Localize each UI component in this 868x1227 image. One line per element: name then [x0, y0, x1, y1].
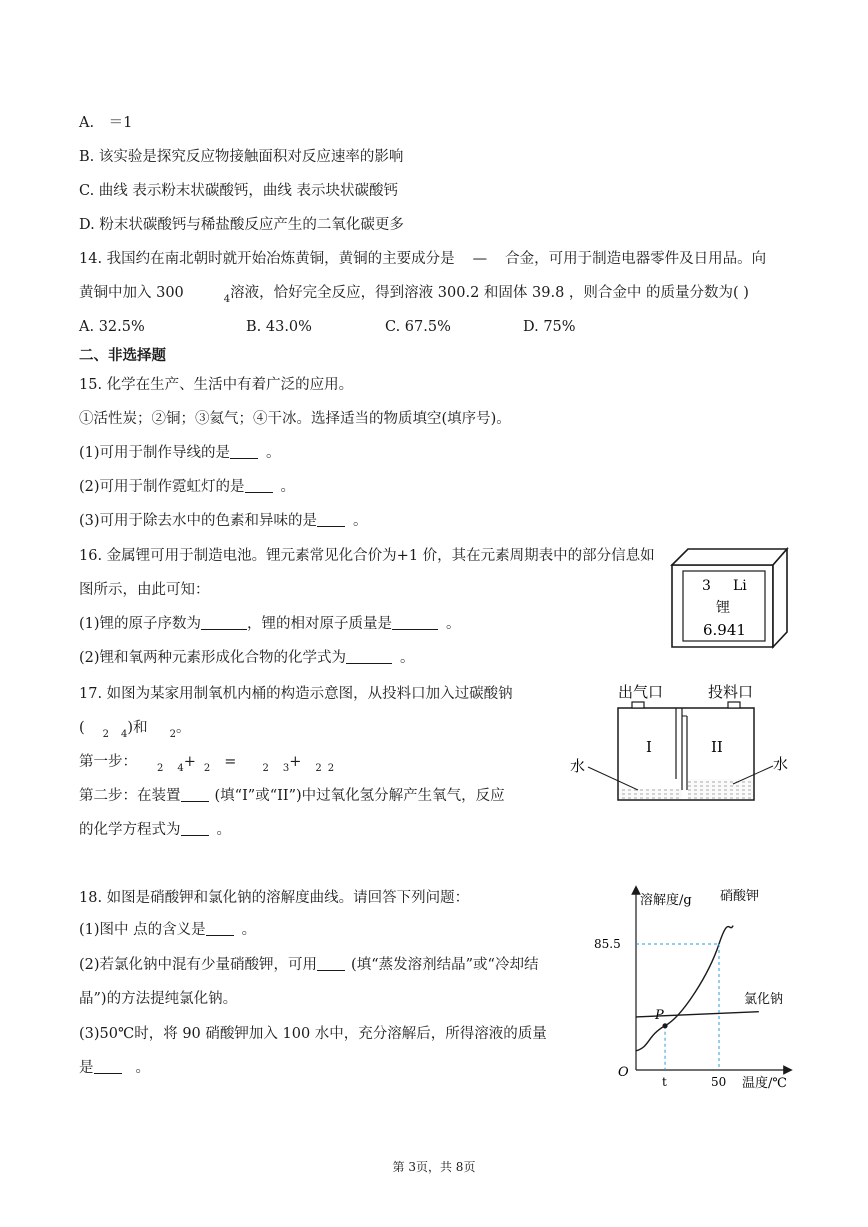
q18-part2-line2: 晶”)的方法提纯氯化钠。: [79, 991, 238, 1007]
q17-stem-line1: 17. 如图为某家用制氧机内桶的构造示意图，从投料口加入过碳酸钠: [79, 686, 513, 702]
q16-part2-text: (2)锂和氧两种元素形成化合物的化学式为: [79, 650, 347, 666]
period: 。: [446, 616, 461, 632]
q17-stem-line2: [79, 718, 190, 740]
q18-part3: (3)50℃时，将 90 硝酸钾加入 100 水中，充分溶解后，所得溶液的质量: [79, 1026, 547, 1042]
kno3-series-label: 硝酸钾: [720, 889, 760, 904]
q13-option-c: C. 曲线 表示粉末状碳酸钙，曲线 表示块状碳酸钙: [79, 183, 399, 199]
answer-blank: [181, 787, 209, 802]
q15-part1-text: (1)可用于制作导线的是: [79, 445, 231, 461]
card-atomic-number: 3: [702, 578, 711, 594]
outlet-label: 出气口: [618, 683, 664, 701]
q14-text-b: 合金，可用于制造电器零件及日用品。向: [505, 251, 767, 267]
chamber-one-label: I: [646, 738, 652, 756]
water-label-left: 水: [570, 757, 586, 775]
q18-part3-line2: [79, 1058, 150, 1078]
intersection-point: [662, 1023, 667, 1028]
plus-sign: +: [289, 754, 302, 770]
oxygen-generator-diagram: [568, 680, 794, 810]
section-heading: 二、非选择题: [79, 347, 166, 364]
q16-part2: [79, 648, 415, 668]
q16-part1: [79, 614, 461, 634]
subscript: 2: [203, 763, 211, 774]
x-tick-t: t: [662, 1075, 667, 1089]
answer-blank: [392, 615, 438, 630]
answer-blank: [201, 615, 247, 630]
q16-part1-text2: ，锂的相对原子质量是: [247, 616, 393, 632]
chamber-two-label: II: [711, 738, 723, 756]
equals-sign: =: [224, 754, 237, 770]
card-symbol: Li: [733, 578, 747, 594]
q14-option-c: C. 67.5%: [385, 319, 451, 335]
q17-text: )和: [127, 720, 148, 736]
q18-part2: [79, 955, 538, 975]
q14-option-a: A. 32.5%: [79, 319, 145, 335]
page-footer: 第 3页，共 8页: [392, 1160, 476, 1174]
answer-blank: [317, 956, 345, 971]
q18-stem: 18. 如图是硝酸钾和氯化钠的溶解度曲线。请回答下列问题：: [79, 890, 470, 906]
solubility-curve-chart: [592, 880, 798, 1090]
q14-subscript: 4: [223, 294, 231, 305]
q18-part1-text: (1)图中 点的含义是: [79, 922, 206, 938]
q15-part1: [79, 443, 281, 463]
period: 。: [241, 922, 257, 938]
paren: (: [79, 720, 85, 736]
q14-option-b: B. 43.0%: [246, 319, 312, 335]
answer-blank: [245, 478, 273, 493]
subscript: 2: [157, 763, 164, 774]
q17-step2: [79, 786, 505, 806]
q16-part1-text: (1)锂的原子序数为: [79, 616, 202, 632]
water-right: [688, 779, 753, 799]
subscript: 4: [177, 763, 184, 774]
q15-stem: 15. 化学在生产、生活中有着广泛的应用。: [79, 377, 354, 393]
q18-part2-text2: (填“蒸发溶剂结晶”或“冷却结: [351, 957, 539, 973]
x-axis-label: 温度/℃: [742, 1076, 787, 1090]
q18-part1: [79, 920, 256, 940]
inlet-label: 投料口: [708, 683, 754, 701]
period: 。: [353, 513, 368, 529]
q17-step2-text2: (填“I”或“II”)中过氧化氢分解产生氧气，反应: [214, 788, 505, 804]
period: 。: [280, 479, 296, 495]
q15-part2-text: (2)可用于制作霓虹灯的是: [79, 479, 245, 495]
q17-step2-line2: [79, 820, 231, 840]
period: 。: [216, 822, 231, 838]
point-p-label: P: [655, 1007, 664, 1023]
subscript: 3: [282, 763, 290, 774]
nacl-series-label: 氯化钠: [744, 992, 784, 1007]
q14-option-d: D. 75%: [523, 319, 576, 335]
subscript: 2: [169, 729, 176, 740]
card-element-name: 锂: [716, 600, 730, 616]
answer-blank: [94, 1059, 122, 1074]
q14-stem-line1: [79, 249, 766, 269]
subscript: 2: [102, 729, 110, 740]
step1-label: 第一步：: [79, 754, 137, 770]
water-label-right: 水: [773, 755, 789, 773]
q14-stem-line2: [79, 283, 749, 305]
subscript: 2: [262, 763, 269, 774]
q17-step2-text: 第二步：在装置: [79, 788, 181, 804]
subscript: 2: [327, 763, 335, 774]
q14-text-a: 14. 我国约在南北朝时就开始冶炼黄铜，黄铜的主要成分是: [79, 251, 455, 267]
q15-part3-text: (3)可用于除去水中的色素和异味的是: [79, 513, 318, 529]
q14-text-d: 溶液，恰好完全反应，得到溶液 300.2 和固体 39.8 ，则合金中 的质量分数为( ): [230, 285, 749, 301]
q14-text-c: 黄铜中加入 300: [79, 285, 184, 301]
inlet-cap: [728, 702, 740, 708]
outlet-cap: [632, 702, 644, 708]
period: 。: [266, 445, 281, 461]
answer-blank: [346, 649, 392, 664]
lithium-element-card: [670, 546, 790, 650]
y-axis-label: 溶解度/g: [640, 893, 692, 908]
origin-label: O: [618, 1065, 629, 1080]
q15-part3: [79, 511, 368, 531]
period: 。: [400, 650, 415, 666]
answer-blank: [317, 512, 345, 527]
q14-dash: —: [472, 251, 488, 267]
q13-option-a: A. ＝1: [79, 115, 133, 131]
answer-blank: [181, 821, 209, 836]
card-atomic-mass: 6.941: [703, 621, 746, 639]
answer-blank: [230, 444, 258, 459]
subscript: 4: [121, 729, 128, 740]
subscript: 2: [315, 763, 322, 774]
q18-part2-text: (2)若氯化钠中混有少量硝酸钾，可用: [79, 957, 318, 973]
x-tick-50: 50: [711, 1075, 727, 1089]
period: 。: [175, 720, 191, 736]
q16-stem-line1: 16. 金属锂可用于制造电池。锂元素常见化合价为+1 价，其在元素周期表中的部分信息如: [79, 548, 655, 564]
q15-part2: [79, 477, 295, 497]
q17-step1: [79, 752, 334, 774]
y-tick-85-5: 85.5: [594, 937, 621, 951]
q16-stem-line2: 图所示，由此可知：: [79, 582, 210, 598]
answer-blank: [206, 921, 234, 936]
q18-part3-text2: 是: [79, 1060, 94, 1076]
q15-choices: ①活性炭；②铜；③氦气；④干冰。选择适当的物质填空(填序号)。: [79, 411, 511, 427]
q17-step2-text3: 的化学方程式为: [79, 822, 181, 838]
water-left: [619, 789, 682, 799]
q13-option-d: D. 粉末状碳酸钙与稀盐酸反应产生的二氧化碳更多: [79, 217, 404, 233]
q13-option-b: B. 该实验是探究反应物接触面积对反应速率的影响: [79, 149, 404, 165]
plus-sign: +: [183, 754, 196, 770]
period: 。: [135, 1060, 150, 1076]
